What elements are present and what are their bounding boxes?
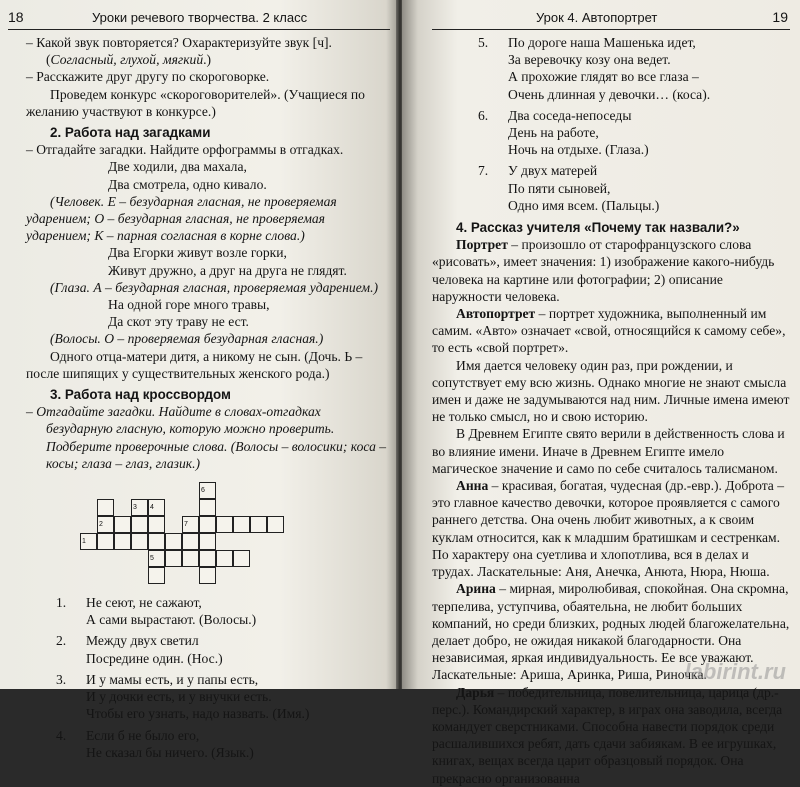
crossword-cell xyxy=(267,516,284,533)
riddle-item-5: 5. По дороге наша Машенька идет, За веревочку козу она ведет. А прохожие глядят во все глаза – Очень длинная у девочки… (коса). xyxy=(478,35,711,102)
riddle-2: Два Егорки живут возле горки, Живут дружно, а друг на друга не глядят. xyxy=(108,245,347,278)
right-page-header xyxy=(432,7,790,30)
riddle-item-2: 2. Между двух светил Посредине один. (Нос.) xyxy=(56,633,223,666)
riddle-list-left xyxy=(26,594,390,761)
crossword-cell xyxy=(199,533,216,550)
section-heading-story: 4. Рассказ учителя «Почему так назвали?» xyxy=(456,220,740,236)
crossword-cell xyxy=(148,533,165,550)
riddle-item-4: 4. Если б не было его, Не сказал бы ничего. (Язык.) xyxy=(56,727,254,760)
crossword-number: 1 xyxy=(82,538,86,546)
crossword-cell xyxy=(165,550,182,567)
crossword-cell xyxy=(148,567,165,584)
left-page xyxy=(0,0,398,760)
answer-2: (Глаза. А – безударная гласная, проверяемая ударением.) xyxy=(50,279,379,295)
riddle-item-1: 1. Не сеют, не сажают, А сами вырастают. (Волосы.) xyxy=(56,595,257,628)
left-page-body xyxy=(26,34,390,761)
crossword-cell xyxy=(216,550,233,567)
left-page-number: 18 xyxy=(8,9,24,25)
paragraph-anna: Анна – красивая, богатая, чудесная (др.-евр.). Доброта – это главное качество девочки, которое проявляется с самого раннего детства. Она очень любит животных, а к своим куклам относится, как к младшим братишкам и сестренкам. По характеру она суетлива и хлопотлива, вся в делах и трудах. Ласкательные: Аня, Анечка, Анюта, Нюра, Нюша. xyxy=(432,478,785,580)
crossword-cell xyxy=(199,499,216,516)
crossword-cell xyxy=(165,533,182,550)
riddle-item-6: 6. Два соседа-непоседы День на работе, Ночь на отдыхе. (Глаза.) xyxy=(478,107,649,158)
crossword-cell xyxy=(97,533,114,550)
left-header-title: Уроки речевого творчества. 2 класс xyxy=(92,10,308,25)
crossword-grid xyxy=(26,476,390,590)
riddle-item-3: 3. И у мамы есть, и у папы есть, И у дочки есть, и у внучки есть. Чтобы его узнать, надо назвать. (Имя.) xyxy=(56,671,310,722)
question-line: – Какой звук повторяется? Охарактеризуйте звук [ч]. (Согласный, глухой, мягкий.) xyxy=(26,35,332,68)
crossword-cell xyxy=(199,550,216,567)
crossword-intro: – Отгадайте загадки. Найдите в словах-отгадках безударную гласную, которую можно проверить. Подберите проверочные слова. (Волосы – волосики; коса – косы; глаза – глаз, глазик.) xyxy=(26,404,387,471)
paragraph-selfportrait: Автопортрет – портрет художника, выполненный им самим. «Авто» означает «свой, относящийся к самому себе», то есть «свой портрет». xyxy=(432,306,786,356)
riddle-4: Одного отца-матери дитя, а никому не сын. (Дочь. Ь – после шипящих у существительных женского рода.) xyxy=(26,348,363,381)
crossword-cell xyxy=(148,516,165,533)
section-heading-riddles: 2. Работа над загадками xyxy=(50,125,211,141)
crossword-cell xyxy=(250,516,267,533)
paragraph-darya: Дарья – победительница, повелительница, царица (др.-перс.). Командирский характер, в играх она заводила, всегда командует сверстниками. Способна навести порядок среди расшалившихся ребят, дать сдачи забиякам. В ее игрушках, книгах, вещах всегда царит образцовый порядок. Она прекрасно организованна xyxy=(432,684,783,786)
crossword-number: 3 xyxy=(133,504,137,512)
right-page-number: 19 xyxy=(772,9,788,25)
crossword-cell xyxy=(199,516,216,533)
contest-paragraph: Проведем конкурс «скороговорителей». (Учащиеся по желанию участвуют в конкурсе.) xyxy=(26,86,365,119)
answer-1: (Человек. Е – безударная гласная, не проверяемая ударением; О – безударная гласная, не проверяемая ударением; К – парная согласная в корне слова.) xyxy=(26,193,337,244)
crossword-cell xyxy=(114,533,131,550)
riddle-item-7: 7. У двух матерей По пяти сыновей, Одно имя всем. (Пальцы.) xyxy=(478,163,660,213)
riddles-intro: – Отгадайте загадки. Найдите орфограммы в отгадках. xyxy=(26,142,344,158)
crossword-number: 7 xyxy=(184,521,188,529)
right-page xyxy=(402,0,800,786)
paragraph-arina: Арина – мирная, миролюбивая, спокойная. Она скромна, терпелива, уступчива, обаятельна, не любит больших компаний, но среди близких, родных людей благожелательна, делает добро, не ожидая никакой благодарности. Она независимая, яркая индивидуальность. Ее все уважают. Ласкательные: Ариша, Аринка, Риша, Риночка. xyxy=(432,581,790,683)
riddle-1: Две ходили, два махала, Два смотрела, одно кивало. xyxy=(108,159,267,192)
instruction-line: – Расскажите друг другу по скороговорке. xyxy=(26,69,270,85)
crossword-cell xyxy=(199,567,216,584)
paragraph-portrait: Портрет – произошло от старофранцузского слова «рисовать», имеет значения: 1) изображение какого-нибудь человека на картине или фотографии; 2) описание наружности человека. xyxy=(432,237,775,304)
crossword-number: 2 xyxy=(99,521,103,529)
answer-3: (Волосы. О – проверяемая безударная гласная.) xyxy=(50,331,324,347)
crossword-number: 4 xyxy=(150,504,154,512)
left-page-header xyxy=(8,7,390,30)
riddle-3: На одной горе много травы, Да скот эту траву не ест. xyxy=(108,297,270,330)
section-heading-crossword: 3. Работа над кроссвордом xyxy=(50,387,231,403)
crossword-number: 6 xyxy=(201,487,205,495)
crossword-cell xyxy=(131,533,148,550)
crossword-number: 5 xyxy=(150,555,154,563)
crossword-cell xyxy=(182,533,199,550)
crossword-cell xyxy=(97,499,114,516)
crossword-cell xyxy=(233,516,250,533)
crossword-cell xyxy=(182,550,199,567)
paragraph-egypt: В Древнем Египте свято верили в действенность слова и во влияние имени. Иначе в Древнем Египте имело магическое значение и само по себе считалось талисманом. xyxy=(432,426,785,476)
crossword-cell xyxy=(233,550,250,567)
paragraph-names-intro: Имя дается человеку один раз, при рождении, и сопутствует ему всю жизнь. Однако многие не знают смысла имен и даже не задумываются над ним. Личные имена имеют не только смысл, но и свою историю. xyxy=(432,357,790,425)
crossword-cell xyxy=(131,516,148,533)
watermark: labirint.ru xyxy=(684,659,786,684)
crossword-cell xyxy=(114,516,131,533)
right-header-title: Урок 4. Автопортрет xyxy=(536,10,658,25)
crossword-cell xyxy=(216,516,233,533)
